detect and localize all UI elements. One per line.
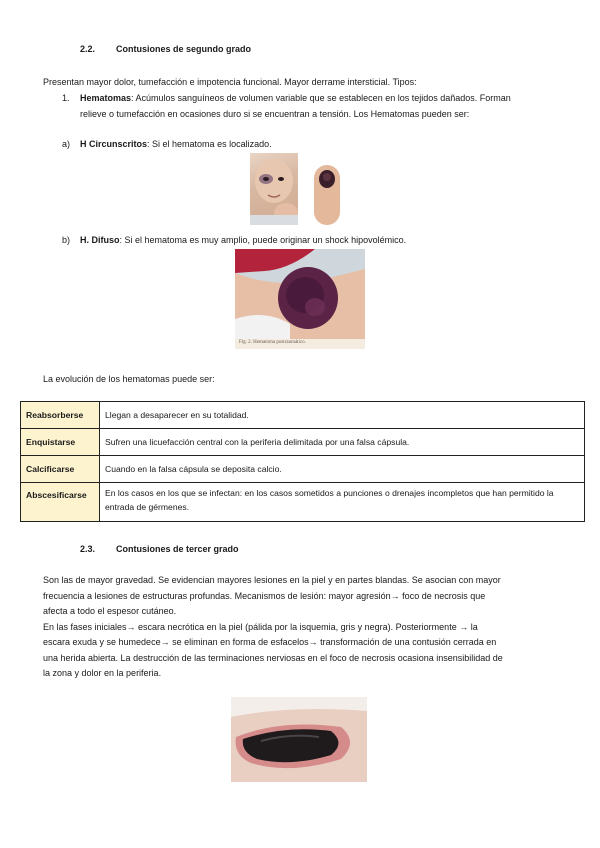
section-number: 2.3.	[80, 544, 96, 554]
table-row	[21, 429, 585, 456]
table-desc-cell: Llegan a desaparecer en su totalidad.	[100, 402, 585, 429]
necrotic-eschar-illustration	[231, 697, 367, 782]
paragraph-line: afecta a todo el espesor cutáneo.	[43, 606, 177, 616]
table-desc-cell: En los casos en los que se infectan: en los casos sometidos a punciones o drenajes incompletos que han permitido la entrada de gérmenes.	[100, 483, 585, 522]
section-title: Contusiones de segundo grado	[116, 44, 252, 54]
paragraph-line: En las fases iniciales→ escara necrótica en la piel (pálida por la isquemia, gris y negra). Posteriormente → la	[43, 621, 478, 632]
section-title: Contusiones de tercer grado	[116, 544, 239, 554]
item-b-term: H. Difuso	[80, 235, 120, 245]
item-b-text: : Si el hematoma es muy amplio, puede originar un shock hipovolémico.	[119, 235, 407, 245]
finger-hematoma-illustration	[306, 155, 348, 225]
table-desc-cell: Cuando en la falsa cápsula se deposita calcio.	[100, 456, 585, 483]
paragraph-line: una herida abierta. La destrucción de las terminaciones nerviosas en el foco de necrosis ocasiona insensibilidad de	[43, 652, 503, 663]
list-marker-b: b)	[62, 235, 71, 245]
diffuse-hematoma-figure	[235, 249, 365, 349]
evolution-intro: La evolución de los hematomas puede ser:	[43, 374, 215, 384]
section-number: 2.2.	[80, 44, 96, 54]
paragraph-line: escara exuda y se humedece→ se eliminan en forma de esfacelos→ transformación de una contusión cerrada en	[43, 637, 497, 647]
table-row	[21, 483, 585, 522]
hematomas-text-2: relieve o tumefacción en ocasiones duro si se encuentran a tensión. Los Hematomas pueden ser:	[80, 108, 470, 119]
item-a-text: : Si el hematoma es localizado.	[147, 139, 272, 149]
figure-caption: Fig. 2. Hematoma postraumático.	[239, 340, 306, 345]
child-hematoma-photo	[250, 153, 298, 225]
child-hematoma-illustration	[250, 153, 298, 225]
table-row	[21, 402, 585, 429]
list-marker-1: 1.	[62, 93, 70, 103]
section-2-3-paragraph	[43, 573, 588, 682]
item-a-paragraph	[80, 137, 272, 153]
intro-paragraph: Presentan mayor dolor, tumefacción e impotencia funcional. Mayor derrame intersticial. Tipos:	[43, 77, 417, 87]
hematomas-term: Hematomas	[80, 93, 132, 103]
table-term-cell: Calcificarse	[21, 456, 100, 483]
table-desc-cell: Sufren una licuefacción central con la periferia delimitada por una falsa cápsula.	[100, 429, 585, 456]
table-term-cell: Enquistarse	[21, 429, 100, 456]
item-b-paragraph	[80, 233, 406, 249]
table-row	[21, 456, 585, 483]
necrotic-eschar-photo	[231, 697, 367, 782]
evolution-table	[20, 401, 585, 522]
finger-hematoma-photo	[306, 155, 348, 225]
list-marker-a: a)	[62, 139, 71, 149]
hematomas-paragraph	[80, 91, 580, 122]
hematomas-text-1: : Acúmulos sanguíneos de volumen variable que se establecen en los tejidos dañados. Forman	[131, 93, 511, 103]
table-term-cell: Reabsorberse	[21, 402, 100, 429]
paragraph-line: Son las de mayor gravedad. Se evidencian mayores lesiones en la piel y en partes blandas. Se asocian con mayor	[43, 575, 501, 585]
section-heading-2-2	[80, 44, 251, 54]
paragraph-line: frecuencia a lesiones de estructuras profundas. Mecanismos de lesión: mayor agresión→ foco de necrosis que	[43, 590, 486, 601]
table-term-cell: Abscesificarse	[21, 483, 100, 522]
section-heading-2-3	[80, 544, 239, 554]
paragraph-line: la zona y dolor en la periferia.	[43, 668, 162, 678]
item-a-term: H Circunscritos	[80, 139, 148, 149]
diffuse-hematoma-illustration	[235, 249, 365, 339]
